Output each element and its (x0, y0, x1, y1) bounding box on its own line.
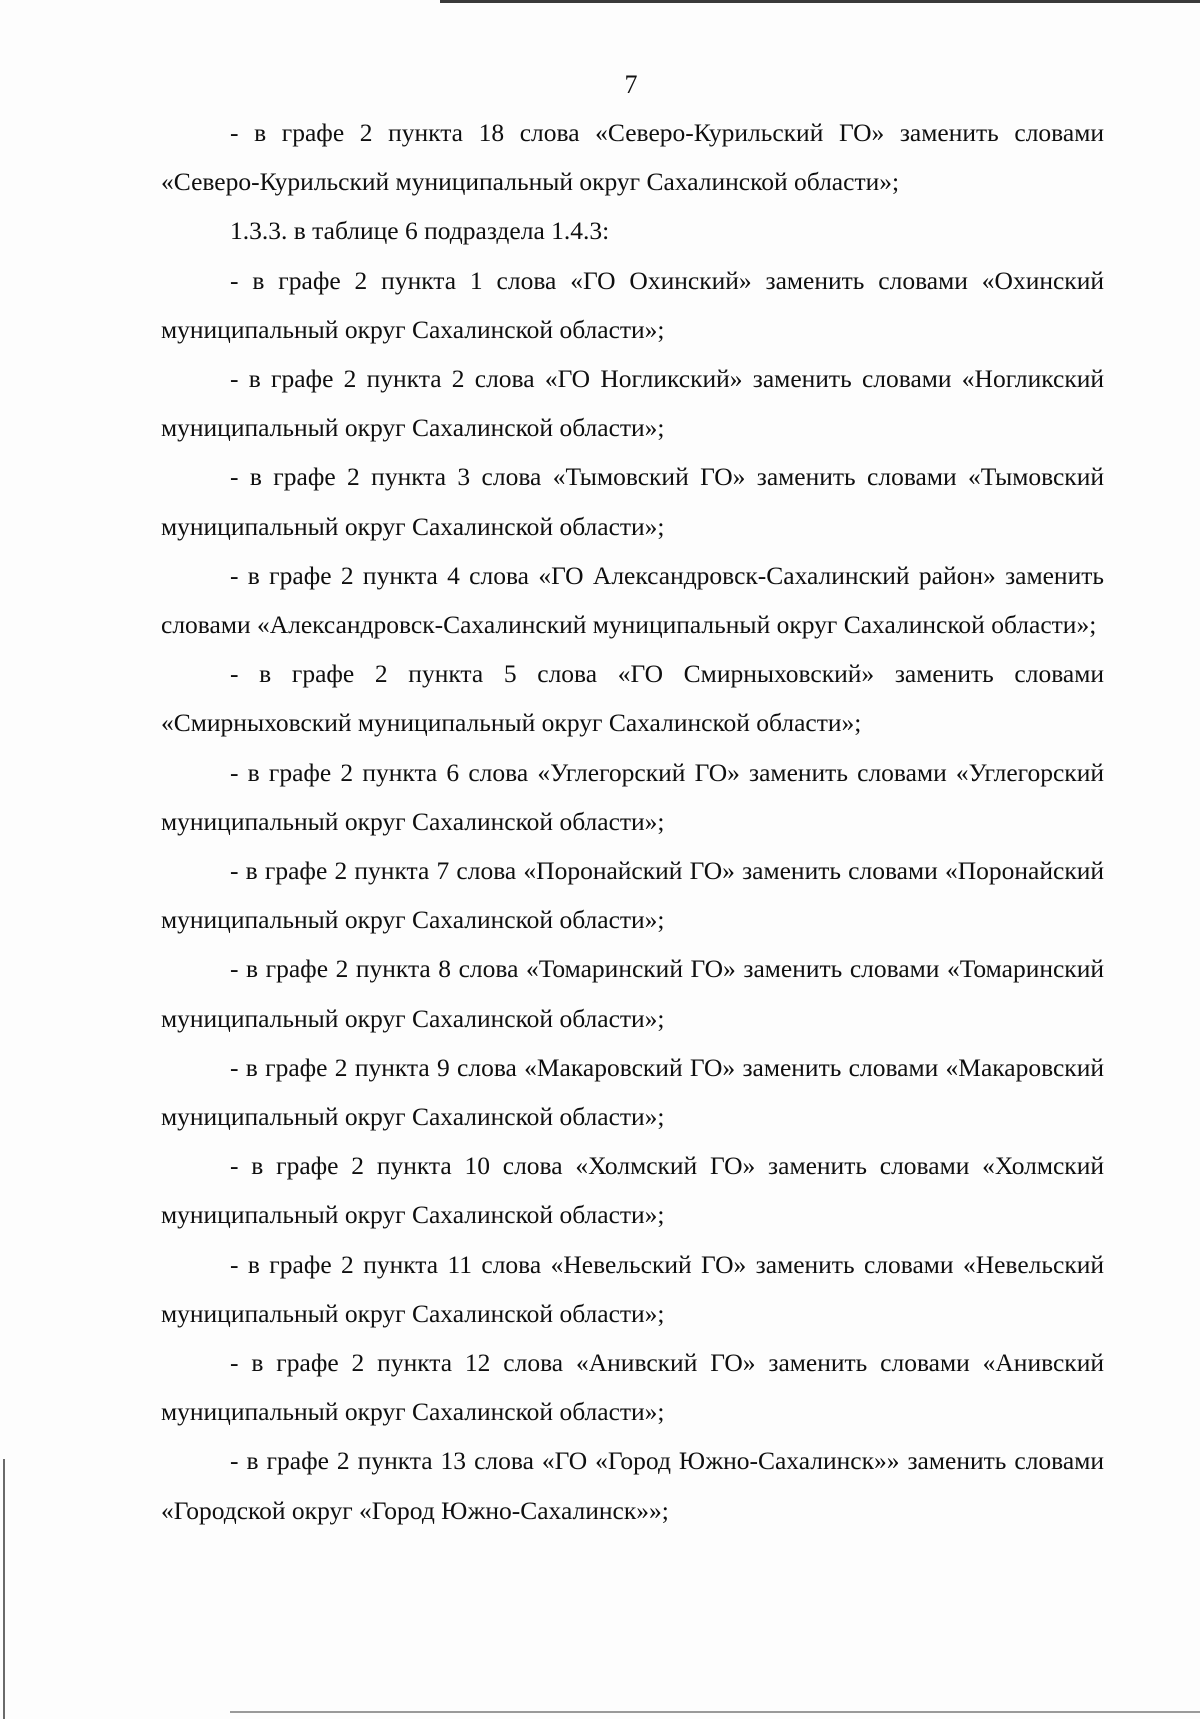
paragraph-section-heading: 1.3.3. в таблице 6 подраздела 1.4.3: (230, 216, 610, 246)
paragraph-item-2: - в графе 2 пункта 2 слова «ГО Ногликский» заменить словами «Ногликский муниципальный округ Сахалинской области»; (161, 364, 1104, 443)
paragraph-item-1: - в графе 2 пункта 1 слова «ГО Охинский» заменить словами «Охинский муниципальный округ Сахалинской области»; (161, 265, 1104, 344)
paragraph-item-11: - в графе 2 пункта 11 слова «Невельский ГО» заменить словами «Невельский муниципальный округ Сахалинской области»; (161, 1249, 1104, 1328)
page-number: 7 (624, 70, 638, 99)
document-body (161, 108, 1104, 1535)
paragraph-item-12: - в графе 2 пункта 12 слова «Анивский ГО» заменить словами «Анивский муниципальный округ Сахалинской области»; (161, 1348, 1104, 1427)
paragraph-item-5: - в графе 2 пункта 5 слова «ГО Смирныховский» заменить словами «Смирныховский муниципальный округ Сахалинской области»; (161, 659, 1104, 738)
paragraph-item-13: - в графе 2 пункта 13 слова «ГО «Город Южно-Сахалинск»» заменить словами «Городской округ «Город Южно-Сахалинск»»; (161, 1446, 1104, 1525)
paragraph-item-10: - в графе 2 пункта 10 слова «Холмский ГО» заменить словами «Холмский муниципальный округ Сахалинской области»; (161, 1151, 1104, 1230)
paragraph-item-6: - в графе 2 пункта 6 слова «Углегорский ГО» заменить словами «Углегорский муниципальный округ Сахалинской области»; (161, 757, 1104, 836)
paragraph-item-7: - в графе 2 пункта 7 слова «Поронайский ГО» заменить словами «Поронайский муниципальный округ Сахалинской области»; (161, 856, 1104, 935)
scan-edge-top (440, 0, 1200, 3)
scan-edge-bottom (230, 1711, 1200, 1713)
paragraph-item-3: - в графе 2 пункта 3 слова «Тымовский ГО» заменить словами «Тымовский муниципальный округ Сахалинской области»; (161, 462, 1104, 541)
scan-edge-left (3, 1459, 5, 1719)
paragraph-item-8: - в графе 2 пункта 8 слова «Томаринский ГО» заменить словами «Томаринский муниципальный округ Сахалинской области»; (161, 954, 1104, 1033)
paragraph-item-18: - в графе 2 пункта 18 слова «Северо-Курильский ГО» заменить словами «Северо-Курильский муниципальный округ Сахалинской области»; (161, 118, 1104, 197)
paragraph-item-9: - в графе 2 пункта 9 слова «Макаровский ГО» заменить словами «Макаровский муниципальный округ Сахалинской области»; (161, 1052, 1104, 1132)
paragraph-item-4: - в графе 2 пункта 4 слова «ГО Александровск-Сахалинский район» заменить словами «Александровск-Сахалинский муниципальный округ Сахалинской области»; (161, 560, 1104, 640)
